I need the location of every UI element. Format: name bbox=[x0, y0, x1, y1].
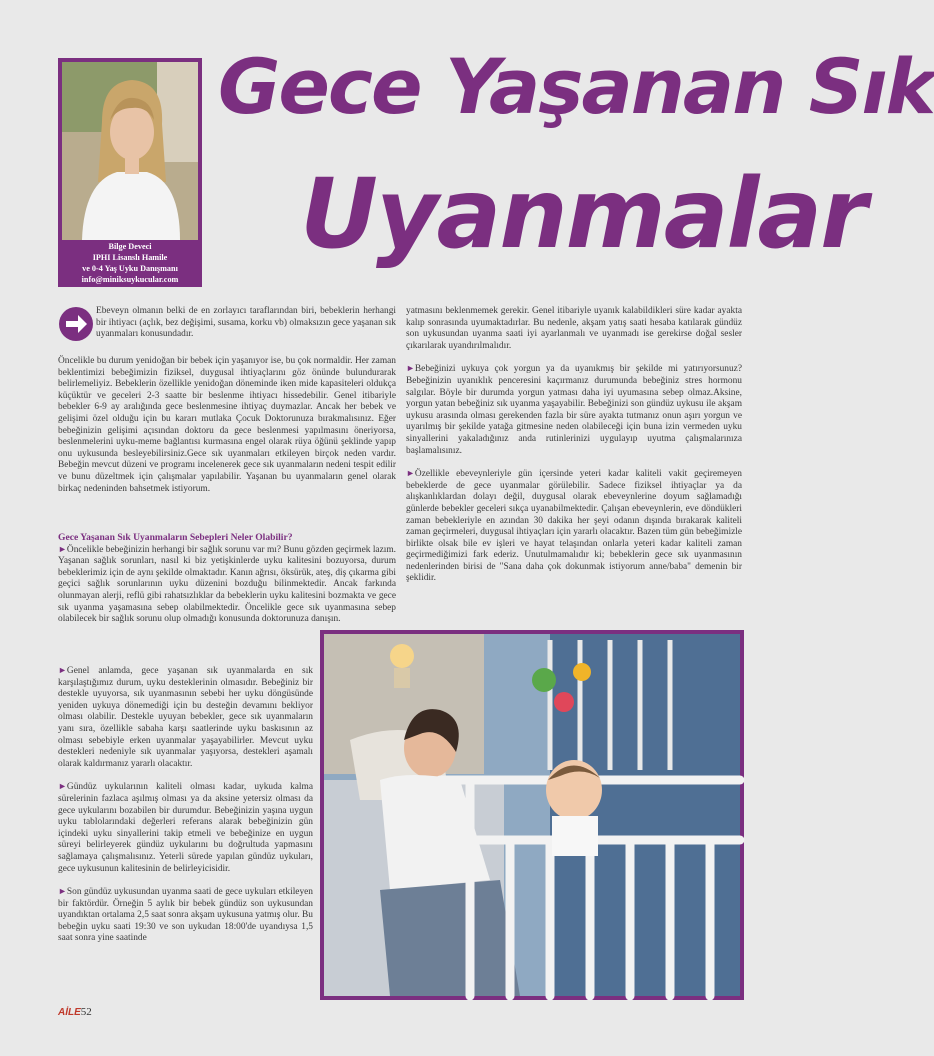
right-column bbox=[406, 306, 742, 596]
bullet-icon: ► bbox=[58, 543, 67, 554]
page-footer bbox=[58, 1006, 92, 1018]
paragraph-health: Öncelikle bebeğinizin herhangi bir sağlık sorunu var mı? Bunu gözden geçirmek lazım. Yaşanan sağlık sorunları, nasıl ki biz yetişkinlerde uyku kalitesini bozuyorsa, durum bebeklerimiz için de aynı şekilde olmaktadır. Kanın ağrısı, öksürük, ateş, diş çıkarma gibi geçici sağlık sorunlarının uyku düzenini bozduğu bilinmektedir. Ancak farkında olunmayan alerji, reflü gibi rahatsızlıklar da bebeklerin uyku kalitesini bozmakta ve gece sık uyanma yaşamasına sebep olabilmektedir. Öncelikle gece sık uyanmasına sebep olabilecek bir sağlık sorunu olup olmadığı konusunda doktorunuza danışın. bbox=[58, 544, 396, 625]
page-title-line-2: Uyanmalar bbox=[300, 158, 866, 270]
lead-paragraph: Ebeveyn olmanın belki de en zorlayıcı taraflarından biri, bebeklerin herhangi bir ihtiyacı (açlık, bez değişimi, susama, korku vb) olmaksızın gece yaşanan sık uyanmaları konusundadır. bbox=[96, 306, 396, 340]
left-column-bottom bbox=[58, 665, 313, 956]
page-number: 52 bbox=[80, 1006, 92, 1018]
bullet-icon: ► bbox=[58, 665, 67, 675]
author-photo bbox=[62, 62, 198, 240]
page-title-line-1: Gece Yaşanan Sık bbox=[218, 42, 934, 131]
magazine-logo: AİLE bbox=[58, 1007, 81, 1018]
arrow-right-icon bbox=[58, 306, 94, 342]
author-title-1: IPHI Lisanslı Hamile bbox=[92, 253, 168, 262]
bullet-icon: ► bbox=[58, 781, 67, 792]
paragraph-naps: Gündüz uykularının kaliteli olması kadar, uykuda kalma sürelerinin fazlaca aşılmış olması ya da aksine yetersiz olması da gece uykularını bozabilen bir durumdur. Bebeğinizin yaşına uygun uyku tablolarındaki değerleri referans alarak bebeğinizin gün içindeki uyku sinyallerini takip etmeli ve bebeğinize en uygun süreyi belirleyerek gündüz uykularını bu doğrultuda yapmasını sağlamaya çalışmalısınız. Yeterli sürede yapılan gündüz uykuları, gece uykusunun kalitesinin de belirleyicisidir. bbox=[58, 782, 313, 874]
bullet-icon: ► bbox=[406, 363, 415, 374]
bullet-icon: ► bbox=[406, 468, 415, 479]
paragraph-wake-time: Son gündüz uykusundan uyanma saati de gece uykuları etkileyen bir faktördür. Örneğin 5 aylık bir bebek gündüz son uykusundan uyandıktan ortalama 2,5 saat sonra akşam uykusuna yatmış olur. Bu bebeğin uyku saati 19:30 ve son uykudan 18:00'de uyandıysa 1,5 saat sonra yine saatinde bbox=[58, 887, 313, 944]
mother-baby-crib-photo bbox=[320, 630, 744, 1000]
author-email: info@miniksuykucular.com bbox=[81, 275, 179, 284]
author-title-2: ve 0-4 Yaş Uyku Danışmanı bbox=[82, 264, 178, 273]
left-column-section bbox=[58, 532, 396, 637]
paragraph-quality-time: Özellikle ebeveynleriyle gün içersinde yeteri kadar kaliteli vakit geçiremeyen bebeklerde de gece uyanmalar görülebilir. Sadece fiziksel ihtiyaçlar ya da alışkanlıklardan dolayı değil, duygusal olarak ebeveynlerine doyum sağlamadığı günlerde bebekler geceleri sıkça uyanabilmektedir. Çalışan ebeveynlerin, eve döndükleri zaman bebekleriyle en azından 30 dakika her şeyi odanın dışında bırakarak kaliteli zaman geçirmeleri, duygusal ihtiyaçları için yararlı olacaktır. Bazen tüm gün bebeğimizle birlikte olsak bile ev işleri ve hayat telaşından onlarla yeteri kadar kaliteli zaman geçirmediğimizi fark ederiz. Unutulmamalıdır ki; bebeklerin gece sık uyanmasının nedenlerinden birisi de "Sana daha çok dokunmak istiyorum anne/baba" demenin bir şeklidir. bbox=[406, 469, 742, 584]
section-heading: Gece Yaşanan Sık Uyanmaların Sebepleri Neler Olabilir? bbox=[58, 532, 293, 543]
bullet-icon: ► bbox=[58, 886, 67, 897]
author-name: Bilge Deveci bbox=[108, 242, 152, 251]
paragraph-tired: Bebeğinizi uykuya çok yorgun ya da uyanıkmış bir şekilde mi yatırıyorsunuz? Bebeğinizin uyanıklık penceresini kaçırmanız durumunda bebeğiniz stres hormonu salgılar. Böyle bir durumda yorgun yatması daha iyi uyumasına sebep olmaz.Aksine, yorgun yatan bebeğiniz sık uyanma yaşayabilir. Bebeğinizi son gündüz uykusu ile akşam uykusu arasında olması gerekenden fazla bir süre ayakta tutmanız onun aşırı yorgun ve uyarılmış bir şekilde yatağa gitmesine neden olabileceği için buna izin vermeden uyku sinyallerini yakaladığınız anda rutinlerinizi uygulayıp uyutma çalışmalarınıza başlamalısınız. bbox=[406, 364, 742, 456]
paragraph-intro: Öncelikle bu durum yenidoğan bir bebek için yaşanıyor ise, bu çok normaldir. Her zaman beklentimizi bebeğimizin fiziksel, duygusal ihtiyaçlarını göz önünde bulundurarak belirlemeliyiz. Bebeklerin özellikle yenidoğan döneminde iken mide kapasiteleri oldukça küçüktür ve geceleri 2-3 saatte bir beslenme ihtiyacı hissedebilir. Genel itibariyle bebekler 6-9 ay aralığında gece beslenmesine ihtiyaç duymazlar. Ancak her bebek ve gelişimi özel olduğu için bu kararı mutlaka Çocuk Doktorunuza bırakmalısınız. Eğer bebeğinizin gelişimi açısından doktoru da gece beslenmesi yapılmasını öneriyorsa, beslenmelerini uyku-meme bağlantısı kurmasına engel olarak rüya öğünü şeklinde yapıp onu uykusunda besleyebilirsiniz.Gece sık uyanmaları etkileyen birçok neden vardır. Bebeğin mevcut düzeni ve programı incelenerek gece sık uyanmaların nedeni tespit edilir ve bunu düzeltmek için çalışmalar yapılabilir. Yaşanan bu uyanmaların genel olarak birkaç nedeninden bahsetmek istiyorum. bbox=[58, 356, 396, 494]
paragraph-continue: yatmasını beklenmemek gerekir. Genel itibariyle uyanık kalabildikleri süre kadar ayakta kalıp sonrasında uyumaktadırlar. Bu nedenle, akşam yatış saati hesaba katılarak gündüz son uykusundan uyanma saati iyi ayarlanmalı ve uyanmadı ise gerekirse doğal sesler çıkarılarak uyandırılmalıdır. bbox=[406, 306, 742, 351]
author-caption bbox=[58, 240, 202, 287]
left-column-top bbox=[58, 356, 396, 506]
paragraph-supports: Genel anlamda, gece yaşanan sık uyanmalarda en sık karşılaştığımız durum, uyku desteklerinin olmasıdır. Bebeğiniz bir destekle uyuyorsa, sık uyanmasının sebebi her uyku döngüsünde yeniden uykuya dönemediği için bu desteğin devamını bekliyor olması olabilir. Destekle uyuyan bebekler, gece sık uyanmaların yanı sıra, özellikle sabaha karşı saatlerinde uyku baskısının az olması sebebiyle erken uyanmalar yaşayabilirler. Mevcut uyku destekleri nedeniyle sık uyanmalar yaşıyorsa, destekleri aşamalı olarak kaldırmanız yararlı olacaktır. bbox=[58, 666, 313, 769]
